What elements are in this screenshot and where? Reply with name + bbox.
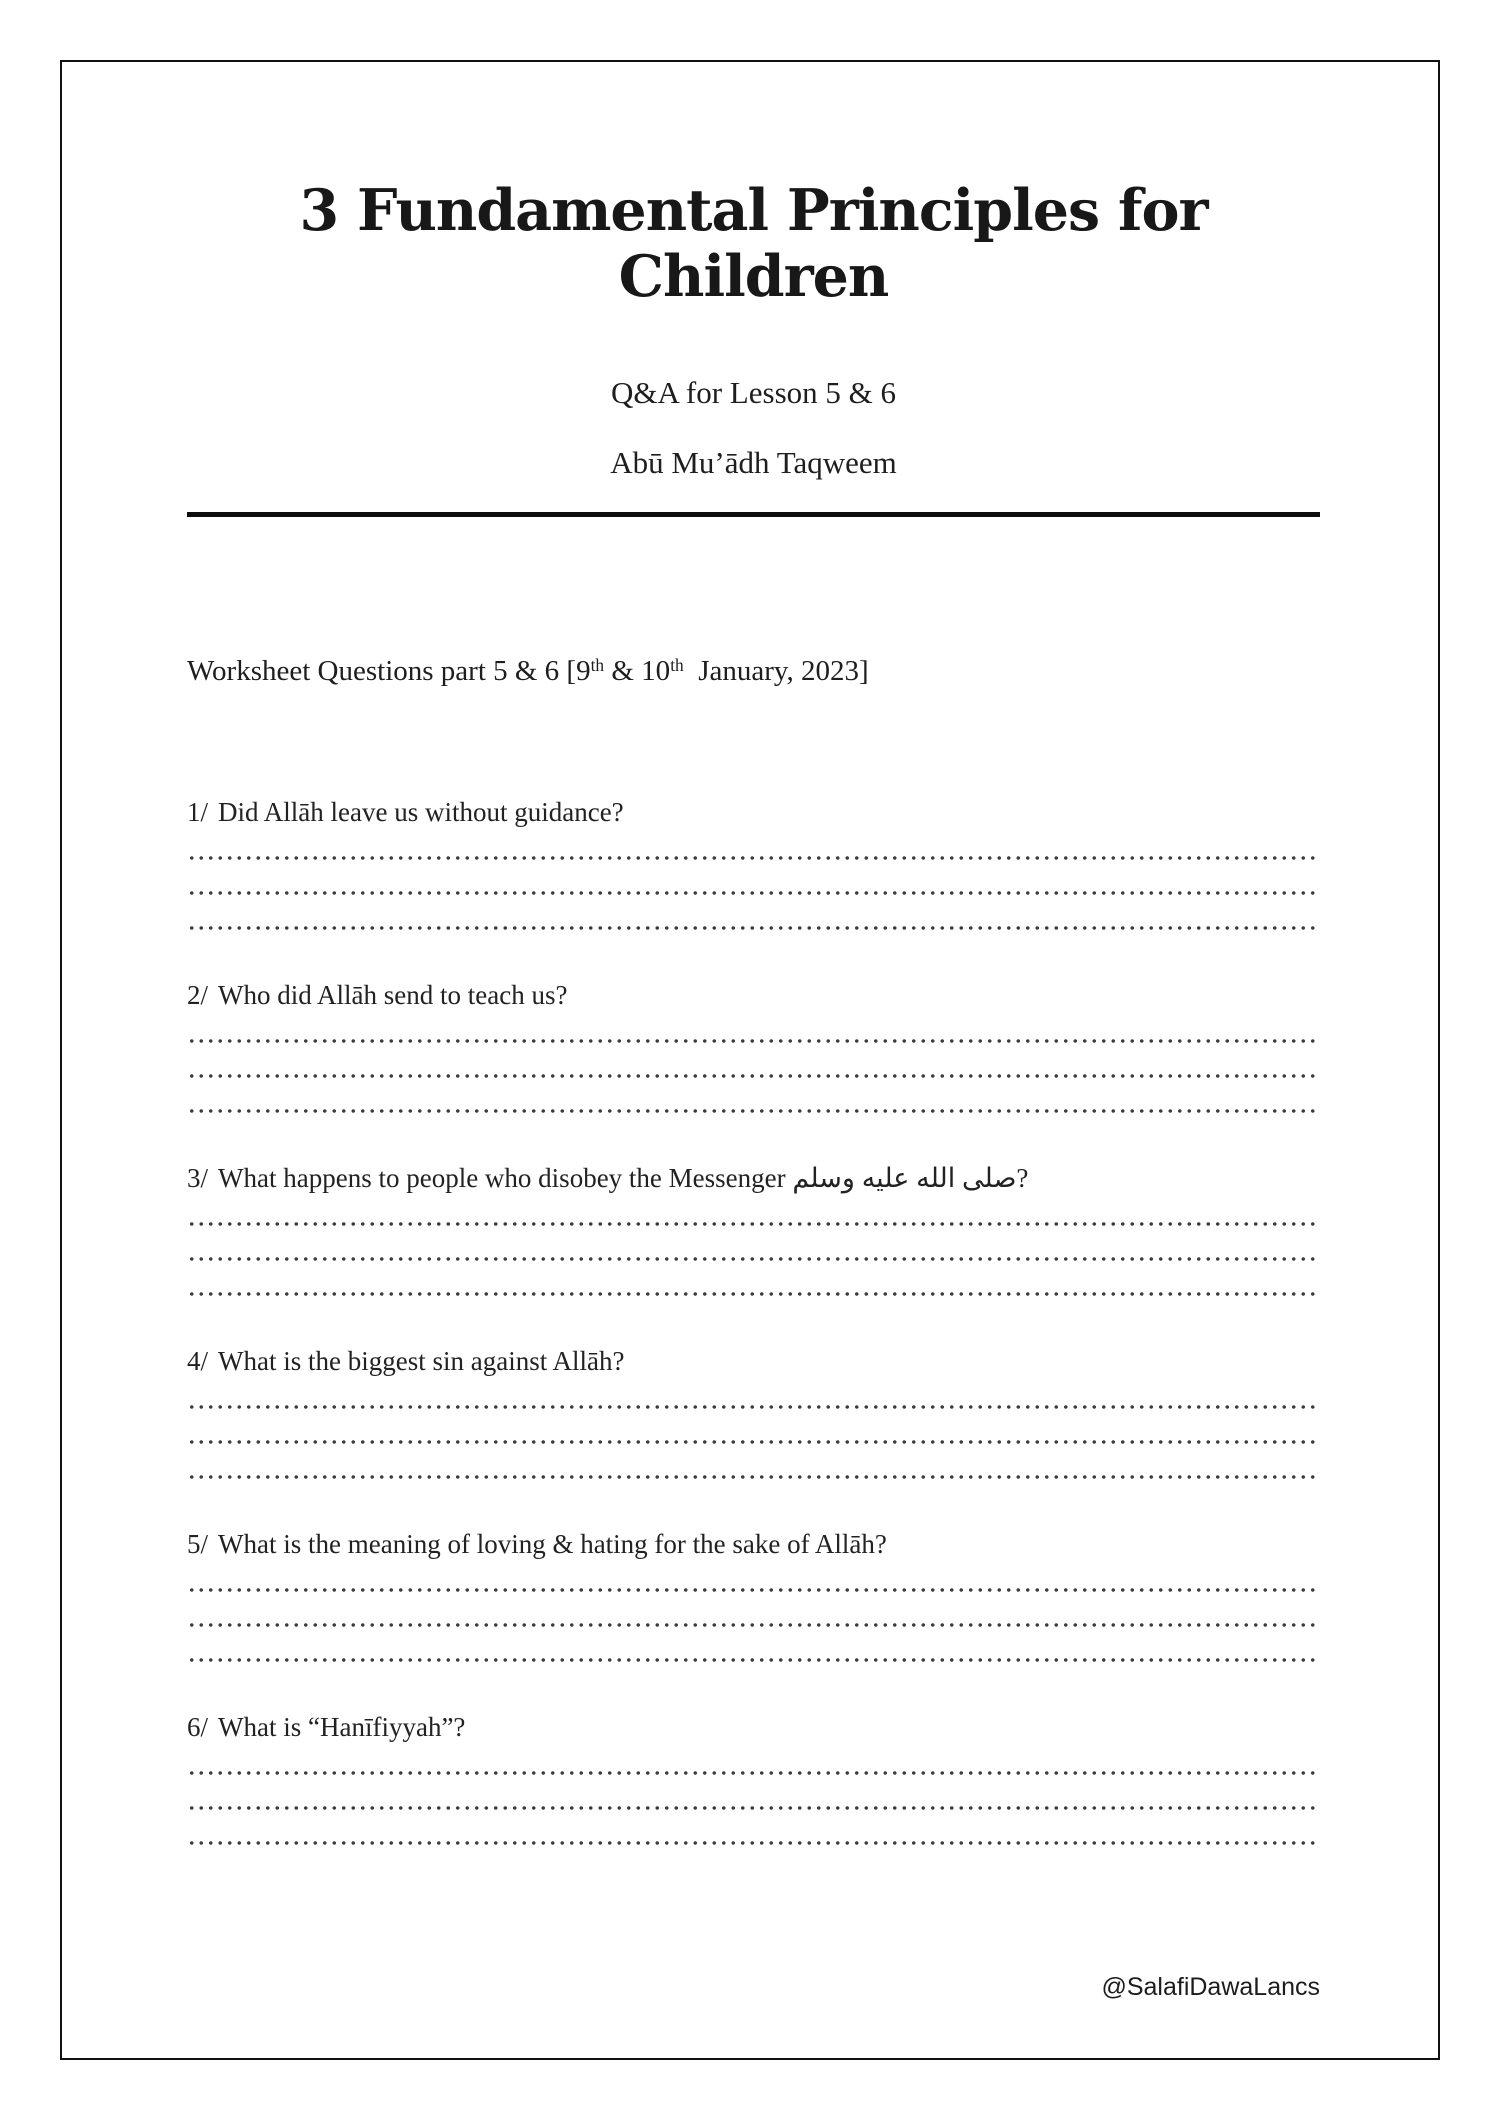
question-number: 3/: [187, 1163, 209, 1193]
answer-lines: [187, 1037, 1320, 1115]
question-number: 5/: [187, 1529, 209, 1559]
answer-line: [187, 889, 1320, 897]
answer-line: [187, 1438, 1320, 1446]
footer-handle: @SalafiDawaLancs: [1101, 1973, 1320, 2001]
questions-section: [187, 794, 1320, 1847]
answer-lines: [187, 1586, 1320, 1664]
answer-line: [187, 1586, 1320, 1594]
question-number: 2/: [187, 980, 209, 1010]
answer-line: [187, 1804, 1320, 1812]
answer-line: [187, 1255, 1320, 1263]
question-block: [187, 794, 1320, 932]
question-block: [187, 1160, 1320, 1298]
page-border: [60, 60, 1440, 2060]
question-text: [187, 1526, 1320, 1562]
question-text: [187, 977, 1320, 1013]
document-title: 3 Fundamental Principles for Children: [299, 177, 1208, 310]
answer-lines: [187, 854, 1320, 932]
question-number: 6/: [187, 1712, 209, 1742]
question-label: What happens to people who disobey the Messenger صلى الله عليه وسلم?: [218, 1163, 1029, 1193]
question-number: 1/: [187, 797, 209, 827]
heading-superscript: th: [590, 655, 605, 676]
question-label: Did Allāh leave us without guidance?: [218, 797, 624, 827]
author-name: Abū Mu’ādh Taqweem: [610, 445, 897, 480]
question-block: [187, 977, 1320, 1115]
answer-line: [187, 1290, 1320, 1298]
heading-prefix: Worksheet Questions part 5 & 6 [9: [187, 655, 591, 687]
answer-line: [187, 1220, 1320, 1228]
question-text: [187, 1343, 1320, 1379]
document-subtitle: Q&A for Lesson 5 & 6: [610, 375, 896, 410]
heading-mid: & 10: [604, 655, 671, 687]
question-text: [187, 1709, 1320, 1745]
answer-line: [187, 1769, 1320, 1777]
answer-line: [187, 1621, 1320, 1629]
question-block: [187, 1709, 1320, 1847]
question-text: [187, 794, 1320, 830]
question-text: [187, 1160, 1320, 1196]
question-number: 4/: [187, 1346, 209, 1376]
answer-line: [187, 1107, 1320, 1115]
worksheet-heading: [187, 651, 1320, 694]
question-block: [187, 1526, 1320, 1664]
answer-line: [187, 1839, 1320, 1847]
heading-superscript: th: [670, 655, 684, 676]
answer-line: [187, 1403, 1320, 1411]
answer-line: [187, 924, 1320, 932]
heading-suffix: January, 2023]: [683, 655, 869, 687]
question-label: What is the meaning of loving & hating for the sake of Allāh?: [218, 1529, 887, 1559]
question-label: What is the biggest sin against Allāh?: [218, 1346, 625, 1376]
answer-lines: [187, 1220, 1320, 1298]
answer-line: [187, 854, 1320, 862]
answer-line: [187, 1037, 1320, 1045]
divider-rule: [187, 512, 1320, 517]
answer-line: [187, 1072, 1320, 1080]
question-label: Who did Allāh send to teach us?: [218, 980, 568, 1010]
answer-line: [187, 1473, 1320, 1481]
question-block: [187, 1343, 1320, 1481]
answer-lines: [187, 1403, 1320, 1481]
answer-lines: [187, 1769, 1320, 1847]
answer-line: [187, 1656, 1320, 1664]
question-label: What is “Hanīfiyyah”?: [218, 1712, 466, 1742]
